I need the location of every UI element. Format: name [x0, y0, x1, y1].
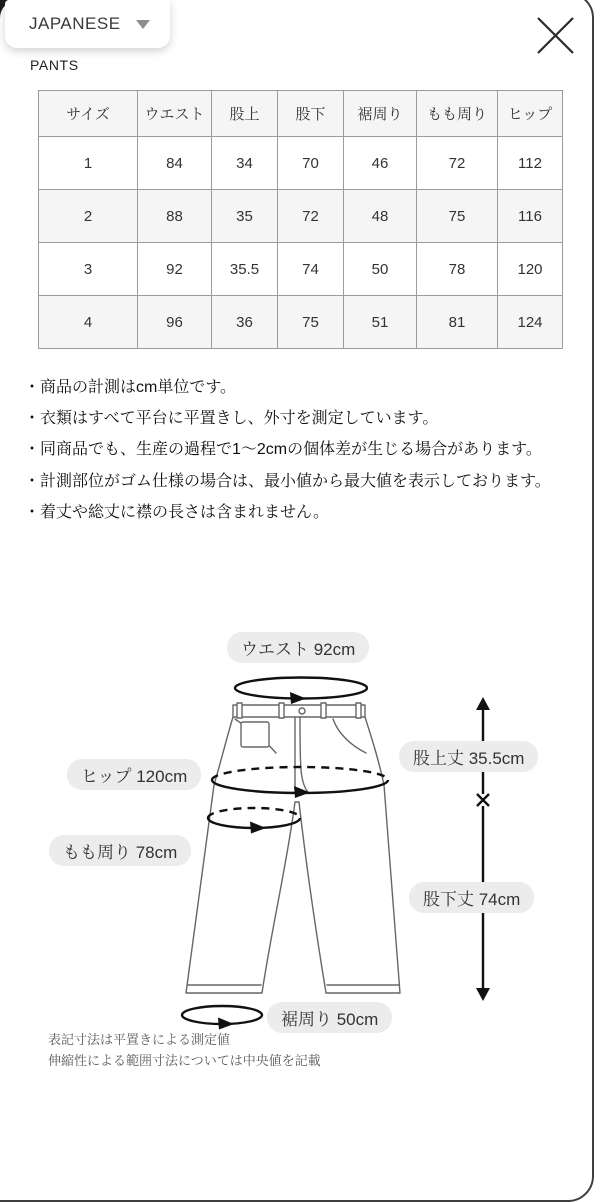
table-cell: 35.5 [212, 243, 278, 296]
footnote-line: 伸縮性による範囲寸法については中央値を記載 [48, 1052, 321, 1068]
table-cell: 116 [498, 190, 563, 243]
column-header: 股下 [278, 91, 344, 137]
column-header: ウエスト [138, 91, 212, 137]
waist-measurement-label: ウエスト 92cm [227, 632, 369, 663]
column-header: 裾周り [344, 91, 417, 137]
table-cell: 35 [212, 190, 278, 243]
table-cell: 75 [278, 296, 344, 349]
table-cell: 75 [417, 190, 498, 243]
table-cell: 34 [212, 137, 278, 190]
table-cell: 46 [344, 137, 417, 190]
page-title: PANTS [30, 57, 79, 73]
table-cell: 84 [138, 137, 212, 190]
table-cell: 92 [138, 243, 212, 296]
table-cell: 1 [39, 137, 138, 190]
table-cell: 112 [498, 137, 563, 190]
column-header: サイズ [39, 91, 138, 137]
hem-measurement-label: 裾周り 50cm [267, 1002, 392, 1033]
column-header: もも周り [417, 91, 498, 137]
note-item: ・着丈や総丈に襟の長さは含まれません。 [24, 503, 329, 521]
table-cell: 51 [344, 296, 417, 349]
table-cell: 4 [39, 296, 138, 349]
table-row [39, 137, 563, 190]
close-icon [530, 10, 580, 60]
thigh-measurement-label: もも周り 78cm [49, 835, 191, 866]
table-cell: 74 [278, 243, 344, 296]
close-button[interactable] [530, 10, 580, 60]
table-row [39, 190, 563, 243]
table-cell: 96 [138, 296, 212, 349]
table-cell: 50 [344, 243, 417, 296]
chevron-down-icon [136, 20, 150, 29]
table-cell: 78 [417, 243, 498, 296]
table-cell: 70 [278, 137, 344, 190]
table-cell: 72 [278, 190, 344, 243]
table-cell: 2 [39, 190, 138, 243]
language-selector[interactable] [5, 0, 170, 48]
table-row [39, 296, 563, 349]
table-cell: 36 [212, 296, 278, 349]
table-cell: 88 [138, 190, 212, 243]
size-table [38, 90, 563, 349]
table-row [39, 243, 563, 296]
table-cell: 48 [344, 190, 417, 243]
table-cell: 124 [498, 296, 563, 349]
hip-measurement-label: ヒップ 120cm [67, 759, 201, 790]
note-item: ・商品の計測はcm単位です。 [24, 379, 237, 396]
size-table-header-row [39, 91, 563, 137]
note-item: ・計測部位がゴム仕様の場合は、最小値から最大値を表示しております。 [24, 472, 551, 490]
size-table-head [39, 91, 563, 137]
note-item: ・同商品でも、生産の過程で1〜2cmの個体差が生じる場合があります。 [24, 441, 542, 459]
pants-measurement-diagram [0, 618, 600, 1080]
inseam-measurement-label: 股下丈 74cm [409, 882, 534, 913]
column-header: ヒップ [498, 91, 563, 137]
table-cell: 72 [417, 137, 498, 190]
diagram-footnotes [48, 1030, 321, 1072]
language-selector-label: JAPANESE [29, 14, 121, 33]
note-item: ・衣類はすべて平台に平置きし、外寸を測定しています。 [24, 410, 439, 428]
rise-measurement-label: 股上丈 35.5cm [399, 741, 538, 772]
table-cell: 81 [417, 296, 498, 349]
measurement-notes [24, 372, 582, 528]
table-cell: 3 [39, 243, 138, 296]
footnote-line: 表記寸法は平置きによる測定値 [48, 1032, 231, 1047]
column-header: 股上 [212, 91, 278, 137]
size-table-body [39, 137, 563, 349]
table-cell: 120 [498, 243, 563, 296]
